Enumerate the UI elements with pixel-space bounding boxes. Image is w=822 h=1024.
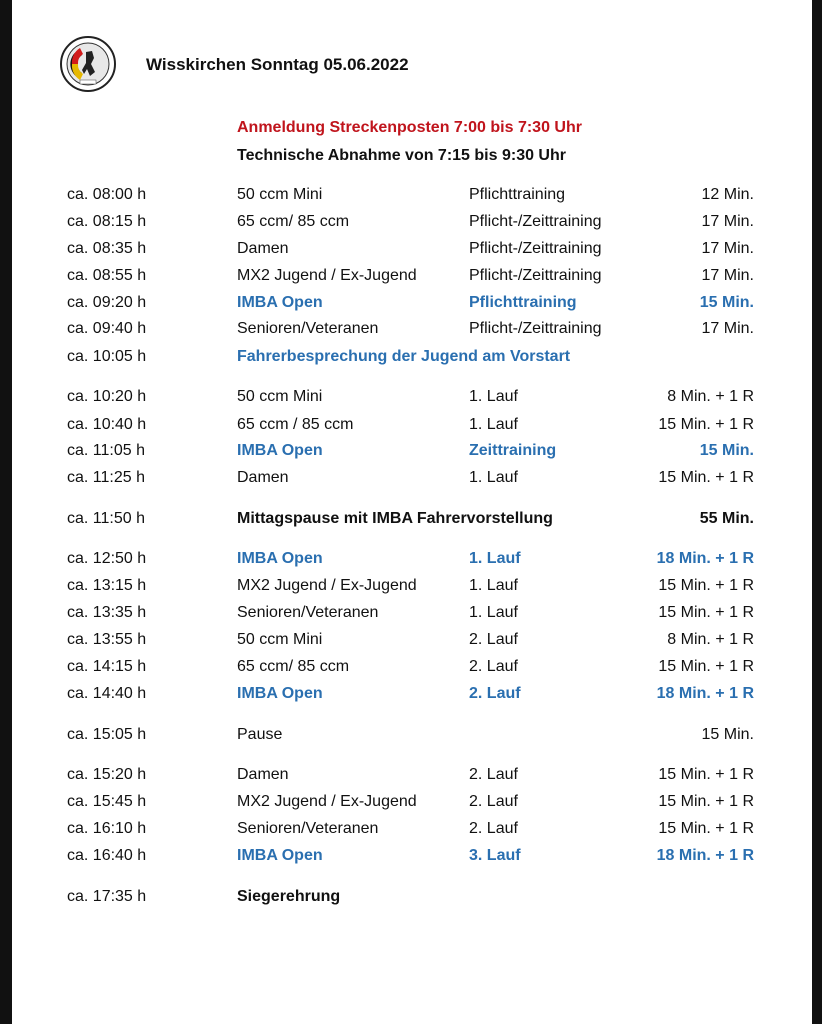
schedule-row bbox=[0, 658, 822, 682]
schedule-row bbox=[0, 888, 822, 912]
schedule-time: ca. 10:40 h bbox=[67, 416, 147, 433]
schedule-row bbox=[0, 577, 822, 601]
schedule-time: ca. 14:15 h bbox=[67, 658, 147, 675]
schedule-class: MX2 Jugend / Ex-Jugend bbox=[237, 267, 417, 284]
schedule-time: ca. 13:55 h bbox=[67, 631, 147, 648]
inspection-note: Technische Abnahme von 7:15 bis 9:30 Uhr bbox=[237, 147, 566, 164]
schedule-row bbox=[0, 726, 822, 750]
registration-note: Anmeldung Streckenposten 7:00 bis 7:30 Uhr bbox=[237, 119, 582, 136]
schedule-duration: 55 Min. bbox=[699, 510, 754, 527]
schedule-time: ca. 17:35 h bbox=[67, 888, 147, 905]
schedule-row bbox=[0, 685, 822, 709]
schedule-class: IMBA Open bbox=[237, 847, 323, 864]
schedule-row bbox=[0, 348, 822, 372]
schedule-type: 3. Lauf bbox=[469, 847, 521, 864]
schedule-class: MX2 Jugend / Ex-Jugend bbox=[237, 793, 417, 810]
schedule-type: Pflichttraining bbox=[469, 186, 566, 203]
schedule-type: Pflichttraining bbox=[469, 294, 577, 311]
schedule-duration: 15 Min. + 1 R bbox=[658, 658, 754, 675]
schedule-time: ca. 09:40 h bbox=[67, 320, 147, 337]
schedule-type: 2. Lauf bbox=[469, 631, 518, 648]
schedule-time: ca. 08:35 h bbox=[67, 240, 147, 257]
schedule-duration: 17 Min. bbox=[701, 320, 754, 337]
schedule-time: ca. 14:40 h bbox=[67, 685, 147, 702]
schedule-duration: 17 Min. bbox=[701, 240, 754, 257]
schedule-type: 1. Lauf bbox=[469, 416, 518, 433]
schedule-class: 65 ccm/ 85 ccm bbox=[237, 658, 350, 675]
schedule-duration: 15 Min. + 1 R bbox=[658, 766, 754, 783]
schedule-time: ca. 13:15 h bbox=[67, 577, 147, 594]
schedule-time: ca. 15:45 h bbox=[67, 793, 147, 810]
schedule-class: IMBA Open bbox=[237, 550, 323, 567]
schedule-time: ca. 11:05 h bbox=[67, 442, 145, 459]
schedule-row bbox=[0, 240, 822, 264]
schedule-type: 2. Lauf bbox=[469, 820, 518, 837]
schedule-type: Pflicht-/Zeittraining bbox=[469, 240, 602, 257]
schedule-class: MX2 Jugend / Ex-Jugend bbox=[237, 577, 417, 594]
schedule-row bbox=[0, 793, 822, 817]
schedule-time: ca. 15:20 h bbox=[67, 766, 147, 783]
schedule-row bbox=[0, 766, 822, 790]
schedule-class: Mittagspause mit IMBA Fahrervorstellung bbox=[237, 510, 553, 527]
schedule-row bbox=[0, 320, 822, 344]
schedule-class: Pause bbox=[237, 726, 283, 743]
schedule-row bbox=[0, 186, 822, 210]
schedule-type: 2. Lauf bbox=[469, 793, 518, 810]
schedule-class: Damen bbox=[237, 766, 289, 783]
schedule-time: ca. 11:50 h bbox=[67, 510, 145, 527]
schedule-class: IMBA Open bbox=[237, 442, 323, 459]
schedule-time: ca. 11:25 h bbox=[67, 469, 145, 486]
schedule-class: 50 ccm Mini bbox=[237, 631, 323, 648]
schedule-duration: 15 Min. + 1 R bbox=[658, 820, 754, 837]
schedule-row bbox=[0, 604, 822, 628]
schedule-type: 1. Lauf bbox=[469, 388, 518, 405]
schedule-row bbox=[0, 631, 822, 655]
schedule-row bbox=[0, 550, 822, 574]
schedule-class: Damen bbox=[237, 469, 289, 486]
schedule-duration: 18 Min. + 1 R bbox=[656, 685, 754, 702]
schedule-class: Senioren/Veteranen bbox=[237, 820, 379, 837]
schedule-duration: 15 Min. + 1 R bbox=[658, 577, 754, 594]
schedule-duration: 15 Min. bbox=[699, 294, 754, 311]
schedule-duration: 15 Min. bbox=[699, 442, 754, 459]
schedule-row bbox=[0, 294, 822, 318]
schedule-row bbox=[0, 416, 822, 440]
schedule-row bbox=[0, 820, 822, 844]
schedule-row bbox=[0, 469, 822, 493]
schedule-type: Zeittraining bbox=[469, 442, 557, 459]
schedule-row bbox=[0, 388, 822, 412]
schedule-class: IMBA Open bbox=[237, 294, 323, 311]
schedule-time: ca. 15:05 h bbox=[67, 726, 147, 743]
schedule-row bbox=[0, 847, 822, 871]
schedule-time: ca. 08:00 h bbox=[67, 186, 147, 203]
schedule-class: Siegerehrung bbox=[237, 888, 341, 905]
schedule-time: ca. 10:20 h bbox=[67, 388, 147, 405]
schedule-duration: 15 Min. + 1 R bbox=[658, 469, 754, 486]
schedule-time: ca. 09:20 h bbox=[67, 294, 147, 311]
schedule-time: ca. 16:40 h bbox=[67, 847, 147, 864]
schedule-row bbox=[0, 213, 822, 237]
schedule-duration: 8 Min. + 1 R bbox=[667, 631, 754, 648]
schedule-class: 50 ccm Mini bbox=[237, 388, 323, 405]
schedule-duration: 17 Min. bbox=[701, 267, 754, 284]
schedule-class: Senioren/Veteranen bbox=[237, 604, 379, 621]
schedule-type: Pflicht-/Zeittraining bbox=[469, 213, 602, 230]
schedule-duration: 18 Min. + 1 R bbox=[656, 550, 754, 567]
schedule-class: 65 ccm/ 85 ccm bbox=[237, 213, 350, 230]
schedule-duration: 8 Min. + 1 R bbox=[667, 388, 754, 405]
schedule-type: 2. Lauf bbox=[469, 766, 518, 783]
schedule-type: Pflicht-/Zeittraining bbox=[469, 267, 602, 284]
schedule-time: ca. 16:10 h bbox=[67, 820, 147, 837]
schedule-time: ca. 08:15 h bbox=[67, 213, 147, 230]
schedule-row bbox=[0, 510, 822, 534]
schedule-class: 50 ccm Mini bbox=[237, 186, 323, 203]
schedule-class: Damen bbox=[237, 240, 289, 257]
schedule-class: 65 ccm / 85 ccm bbox=[237, 416, 354, 433]
schedule-time: ca. 13:35 h bbox=[67, 604, 147, 621]
schedule-class: Senioren/Veteranen bbox=[237, 320, 379, 337]
schedule-duration: 18 Min. + 1 R bbox=[656, 847, 754, 864]
page-title: Wisskirchen Sonntag 05.06.2022 bbox=[146, 55, 409, 74]
schedule-time: ca. 08:55 h bbox=[67, 267, 147, 284]
schedule-class: Fahrerbesprechung der Jugend am Vorstart bbox=[237, 348, 571, 365]
schedule-time: ca. 12:50 h bbox=[67, 550, 147, 567]
schedule-duration: 15 Min. + 1 R bbox=[658, 604, 754, 621]
schedule-duration: 15 Min. + 1 R bbox=[658, 416, 754, 433]
schedule-class: IMBA Open bbox=[237, 685, 323, 702]
schedule-type: 1. Lauf bbox=[469, 577, 518, 594]
schedule-type: 1. Lauf bbox=[469, 604, 518, 621]
schedule-type: Pflicht-/Zeittraining bbox=[469, 320, 602, 337]
schedule-type: 2. Lauf bbox=[469, 685, 521, 702]
schedule-type: 2. Lauf bbox=[469, 658, 518, 675]
schedule-time: ca. 10:05 h bbox=[67, 348, 147, 365]
schedule-duration: 15 Min. bbox=[701, 726, 754, 743]
schedule-row bbox=[0, 442, 822, 466]
schedule-duration: 15 Min. + 1 R bbox=[658, 793, 754, 810]
schedule-duration: 17 Min. bbox=[701, 213, 754, 230]
club-logo-icon bbox=[60, 36, 116, 92]
schedule-row bbox=[0, 267, 822, 291]
schedule-type: 1. Lauf bbox=[469, 469, 518, 486]
schedule-duration: 12 Min. bbox=[701, 186, 754, 203]
schedule-type: 1. Lauf bbox=[469, 550, 521, 567]
